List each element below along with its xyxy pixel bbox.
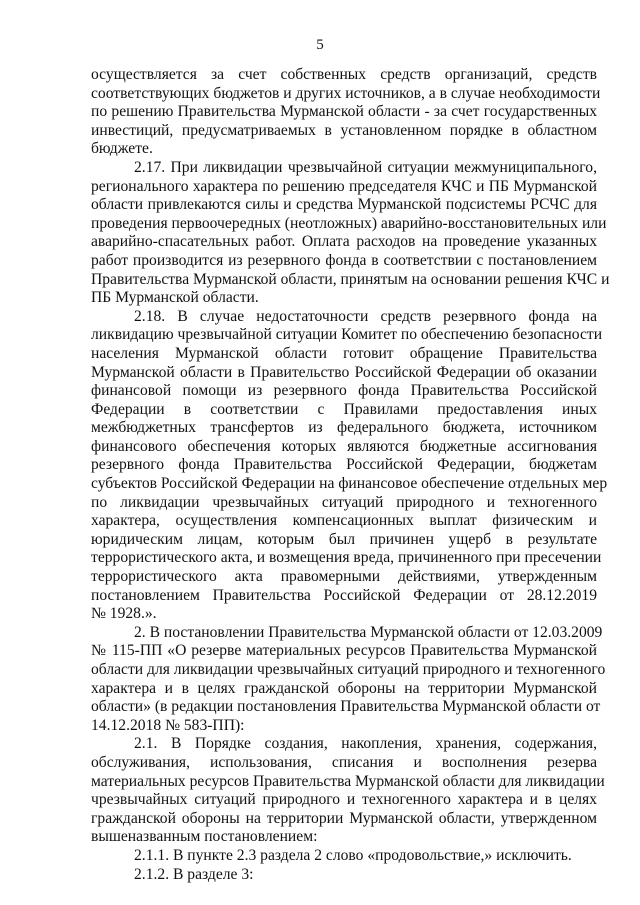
text-line: бюджете. bbox=[91, 140, 153, 158]
text-line: резервного фонда Правительства Российской Федерации, бюджетам bbox=[91, 456, 597, 474]
text-line: осуществляется за счет собственных средств организаций, средств bbox=[91, 66, 597, 83]
text-line: Федерации в соответствии с Правилами предоставления иных bbox=[91, 400, 597, 418]
text-line: по решению Правительства Мурманской области - за счет государственных bbox=[91, 103, 597, 121]
text-line: по ликвидации чрезвычайных ситуаций природного и техногенного bbox=[91, 493, 597, 511]
paragraph-continuation bbox=[91, 66, 601, 159]
paragraph-2-1-1 bbox=[91, 847, 597, 866]
text-line: 2.1.2. В разделе 3: bbox=[134, 865, 254, 883]
text-line: террористического акта, и возмещения вреда, причиненного при пресечении bbox=[91, 549, 602, 567]
text-line: ликвидацию чрезвычайной ситуации Комитет по обеспечению безопасности bbox=[91, 326, 603, 344]
text-line: финансовой помощи из резервного фонда Правительства Российской bbox=[91, 382, 597, 400]
paragraph-2-18 bbox=[91, 307, 608, 624]
text-line: вышеназванным постановлением: bbox=[91, 828, 318, 846]
text-line: области привлекаются силы и средства Мурманской подсистемы РСЧС для bbox=[91, 196, 597, 214]
text-line: № 1928.». bbox=[91, 605, 157, 623]
text-line: регионального характера по решению председателя КЧС и ПБ Мурманской bbox=[91, 177, 597, 195]
text-line: проведения первоочередных (неотложных) аварийно-восстановительных или bbox=[91, 214, 607, 232]
text-line: 2.1. В Порядке создания, накопления, хранения, содержания, bbox=[134, 735, 597, 753]
text-line: области» (в редакции постановления Правительства Мурманской области от bbox=[91, 698, 601, 716]
text-line: 2. В постановлении Правительства Мурманской области от 12.03.2009 bbox=[134, 623, 603, 641]
text-line: области для ликвидации чрезвычайных ситуаций природного и техногенного bbox=[91, 661, 606, 678]
document-body bbox=[91, 66, 610, 884]
text-line: юридическим лицам, которым был причинен ущерб в результате bbox=[91, 530, 597, 548]
page-number: 5 bbox=[316, 37, 324, 53]
paragraph-2-17 bbox=[91, 158, 610, 308]
text-line: населения Мурманской области готовит обращение Правительства bbox=[91, 344, 597, 362]
text-line: ПБ Мурманской области. bbox=[91, 289, 259, 307]
paragraph-2-1 bbox=[91, 735, 605, 847]
paragraph-2-1-2 bbox=[91, 866, 597, 885]
text-line: чрезвычайных ситуаций природного и техногенного характера и в целях bbox=[91, 791, 597, 809]
text-line: террористического акта правомерными действиями, утвержденным bbox=[91, 568, 597, 586]
text-line: аварийно-спасательных работ. Оплата расходов на проведение указанных bbox=[91, 233, 597, 251]
text-line: характера и в целях гражданской обороны на территории Мурманской bbox=[91, 679, 597, 697]
text-line: № 115-ПП «О резерве материальных ресурсов Правительства Мурманской bbox=[91, 642, 597, 660]
text-line: 14.12.2018 № 583-ПП): bbox=[91, 716, 245, 734]
text-line: финансового обеспечения которых являются бюджетные ассигнования bbox=[91, 437, 597, 455]
text-line: работ производится из резервного фонда в соответствии с постановлением bbox=[91, 251, 597, 269]
paragraph-2 bbox=[91, 623, 606, 736]
text-line: инвестиций, предусматриваемых в установленном порядке в областном bbox=[91, 121, 597, 139]
text-line: межбюджетных трансфертов из федерального бюджета, источником bbox=[91, 419, 597, 437]
text-line: материальных ресурсов Правительства Мурманской области для ликвидации bbox=[91, 772, 605, 790]
text-line: соответствующих бюджетов и других источников, а в случае необходимости bbox=[91, 84, 601, 102]
text-line: Мурманской области в Правительство Российской Федерации об оказании bbox=[91, 363, 597, 381]
text-line: постановлением Правительства Российской Федерации от 28.12.2019 bbox=[91, 586, 597, 604]
text-line: 2.17. При ликвидации чрезвычайной ситуации межмуниципального, bbox=[134, 158, 597, 176]
text-line: гражданской обороны на территории Мурманской области, утвержденном bbox=[91, 809, 597, 827]
text-line: субъектов Российской Федерации на финансовое обеспечение отдельных мер bbox=[91, 475, 608, 493]
text-line: обслуживания, использования, списания и восполнения резерва bbox=[91, 753, 597, 771]
text-line: характера, осуществления компенсационных выплат физическим и bbox=[91, 512, 597, 530]
text-line: 2.18. В случае недостаточности средств резервного фонда на bbox=[134, 307, 597, 325]
text-line: Правительства Мурманской области, принятым на основании решения КЧС и bbox=[91, 270, 610, 288]
text-line: 2.1.1. В пункте 2.3 раздела 2 слово «продовольствие,» исключить. bbox=[134, 846, 572, 864]
